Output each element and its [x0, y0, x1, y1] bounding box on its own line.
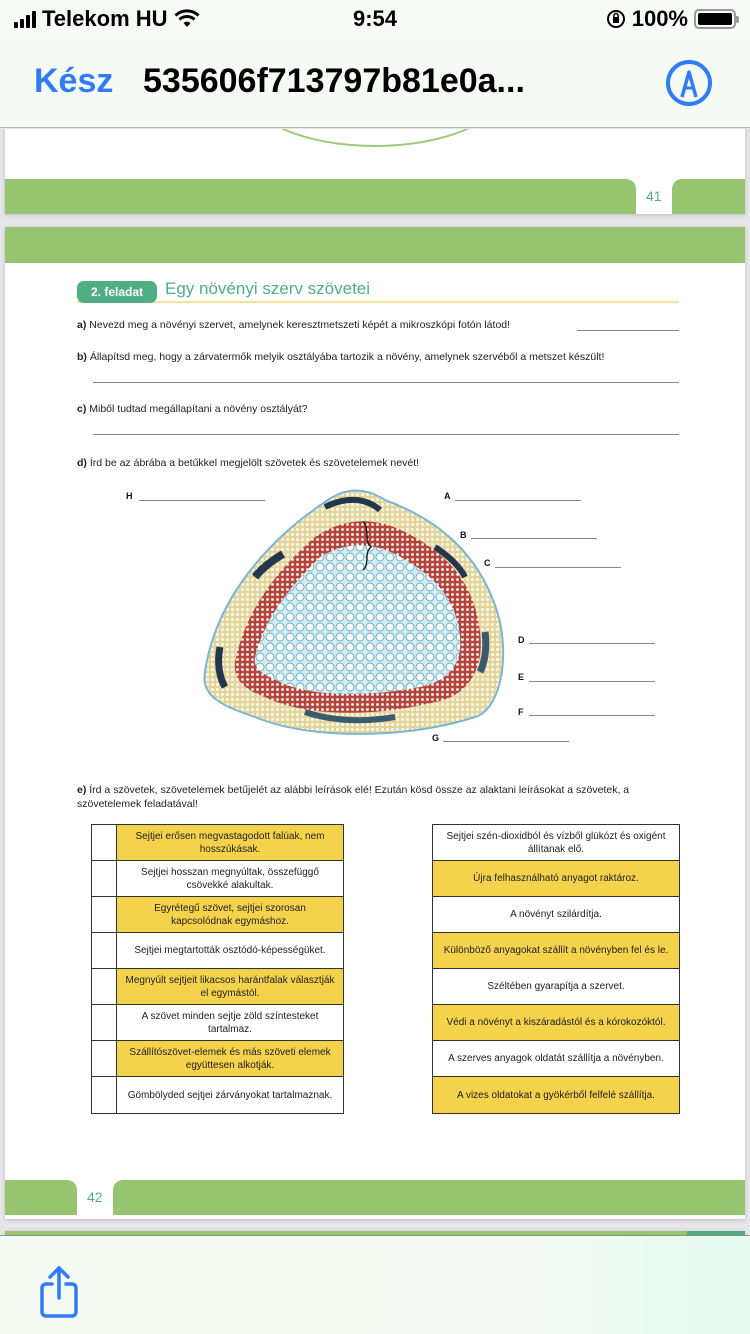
function-row[interactable]: Széltében gyarapítja a szervet.	[433, 969, 679, 1005]
orientation-lock-icon	[606, 9, 626, 29]
description-row: A szövet minden sejtje zöld színtesteket tartalmaz.	[92, 1005, 343, 1041]
question-e: e) Írd a szövetek, szövetelemek betűjelét az alábbi leírások elé! Ezután kösd össze az alaktani leírásokat a szövetek, a szövetelemek feladatával!	[77, 784, 630, 811]
letter-input[interactable]	[92, 933, 117, 968]
function-row[interactable]: A szerves anyagok oldatát szállítja a növényben.	[433, 1041, 679, 1077]
description-row: Egyrétegű szövet, sejtjei szorosan kapcsolódnak egymáshoz.	[92, 897, 343, 933]
description-row: Sejtjei erősen megvastagodott falúak, nem hosszúkásak.	[92, 825, 343, 861]
description-row: Sejtjei megtartották osztódó-képességüket.	[92, 933, 343, 969]
descriptions-table	[91, 824, 344, 1114]
label-E: E	[518, 672, 525, 682]
description-row: Sejtjei hosszan megnyúltak, összefüggő csövekké alakultak.	[92, 861, 343, 897]
bottom-toolbar	[0, 1235, 750, 1334]
page-header-bar	[5, 227, 745, 263]
page-number: 42	[87, 1189, 103, 1205]
page-41	[5, 129, 745, 214]
task-heading	[77, 281, 679, 303]
question-a: a) Nevezd meg a növényi szervet, amelynek keresztmetszeti képét a mikroszkópi fotón látod!	[77, 319, 511, 331]
label-G: G	[432, 733, 440, 743]
function-row[interactable]: A vizes oldatokat a gyökérből felfelé szállítja.	[433, 1077, 679, 1113]
answer-line-D[interactable]	[529, 643, 655, 644]
function-row[interactable]: Védi a növényt a kiszáradástól és a kórokozóktól.	[433, 1005, 679, 1041]
answer-line-A[interactable]	[455, 500, 581, 501]
page-42-footer	[5, 1180, 745, 1215]
function-row[interactable]: Különböző anyagokat szállít a növényben fel és le.	[433, 933, 679, 969]
answer-line-E[interactable]	[529, 681, 655, 682]
answer-line-b[interactable]	[93, 382, 679, 383]
letter-input[interactable]	[92, 969, 117, 1004]
carrier-label: Telekom HU	[42, 6, 168, 31]
page-number: 41	[646, 188, 662, 204]
label-A: A	[444, 491, 451, 501]
share-icon	[36, 1266, 82, 1318]
letter-input[interactable]	[92, 1077, 117, 1113]
letter-input[interactable]	[92, 1005, 117, 1040]
answer-line-H[interactable]	[139, 500, 265, 501]
function-row[interactable]: Újra felhasználható anyagot raktároz.	[433, 861, 679, 897]
question-c: c) Miből tudtad megállapítani a növény osztályát?	[77, 403, 308, 415]
letter-input[interactable]	[92, 1041, 117, 1076]
answer-line-B[interactable]	[471, 538, 597, 539]
clock: 9:54	[352, 6, 398, 31]
document-viewer[interactable]	[0, 129, 750, 1235]
answer-line-C[interactable]	[495, 567, 621, 568]
description-row: Szállítószövet-elemek és más szöveti elemek együttesen alkotják.	[92, 1041, 343, 1077]
status-right	[606, 6, 736, 32]
letter-input[interactable]	[92, 897, 117, 932]
functions-table	[432, 824, 680, 1114]
label-C: C	[484, 558, 491, 568]
function-row[interactable]: Sejtjei szén-dioxidból és vízből glükózt és oxigént állítanak elő.	[433, 825, 679, 861]
markup-button[interactable]	[666, 60, 712, 106]
page-42	[5, 227, 745, 1219]
question-b: b) Állapítsd meg, hogy a zárvatermők melyik osztályába tartozik a növény, amelynek szervéből a metszet készült!	[77, 351, 605, 363]
battery-percent: 100%	[631, 6, 688, 31]
status-bar	[0, 0, 750, 40]
share-button[interactable]	[36, 1266, 82, 1318]
nav-bar	[0, 40, 750, 128]
stem-cross-section-image	[195, 482, 525, 742]
done-button[interactable]: Kész	[34, 62, 114, 100]
letter-input[interactable]	[92, 825, 117, 860]
page-41-footer	[5, 179, 745, 214]
question-d: d) Írd be az ábrába a betűkkel megjelölt szövetek és szövetelemek nevét!	[77, 457, 420, 469]
description-row: Gömbölyded sejtjei zárványokat tartalmaznak.	[92, 1077, 343, 1113]
description-row: Megnyúlt sejtjeit likacsos harántfalak választják el egymástól.	[92, 969, 343, 1005]
markup-pen-icon	[670, 64, 708, 102]
answer-line-F[interactable]	[529, 715, 655, 716]
function-row[interactable]: A növényt szilárdítja.	[433, 897, 679, 933]
battery-icon	[694, 9, 736, 29]
answer-line-a[interactable]	[577, 330, 679, 331]
label-H: H	[126, 491, 133, 501]
document-title: 535606f713797b81e0a...	[143, 62, 525, 100]
letter-input[interactable]	[92, 861, 117, 896]
label-D: D	[518, 635, 525, 645]
decorative-arc	[245, 129, 505, 147]
answer-line-c[interactable]	[93, 434, 679, 435]
task-title: Egy növényi szerv szövetei	[165, 279, 371, 298]
label-F: F	[518, 707, 524, 717]
answer-line-G[interactable]	[443, 741, 569, 742]
label-B: B	[460, 530, 467, 540]
task-badge: 2. feladat	[77, 281, 157, 303]
